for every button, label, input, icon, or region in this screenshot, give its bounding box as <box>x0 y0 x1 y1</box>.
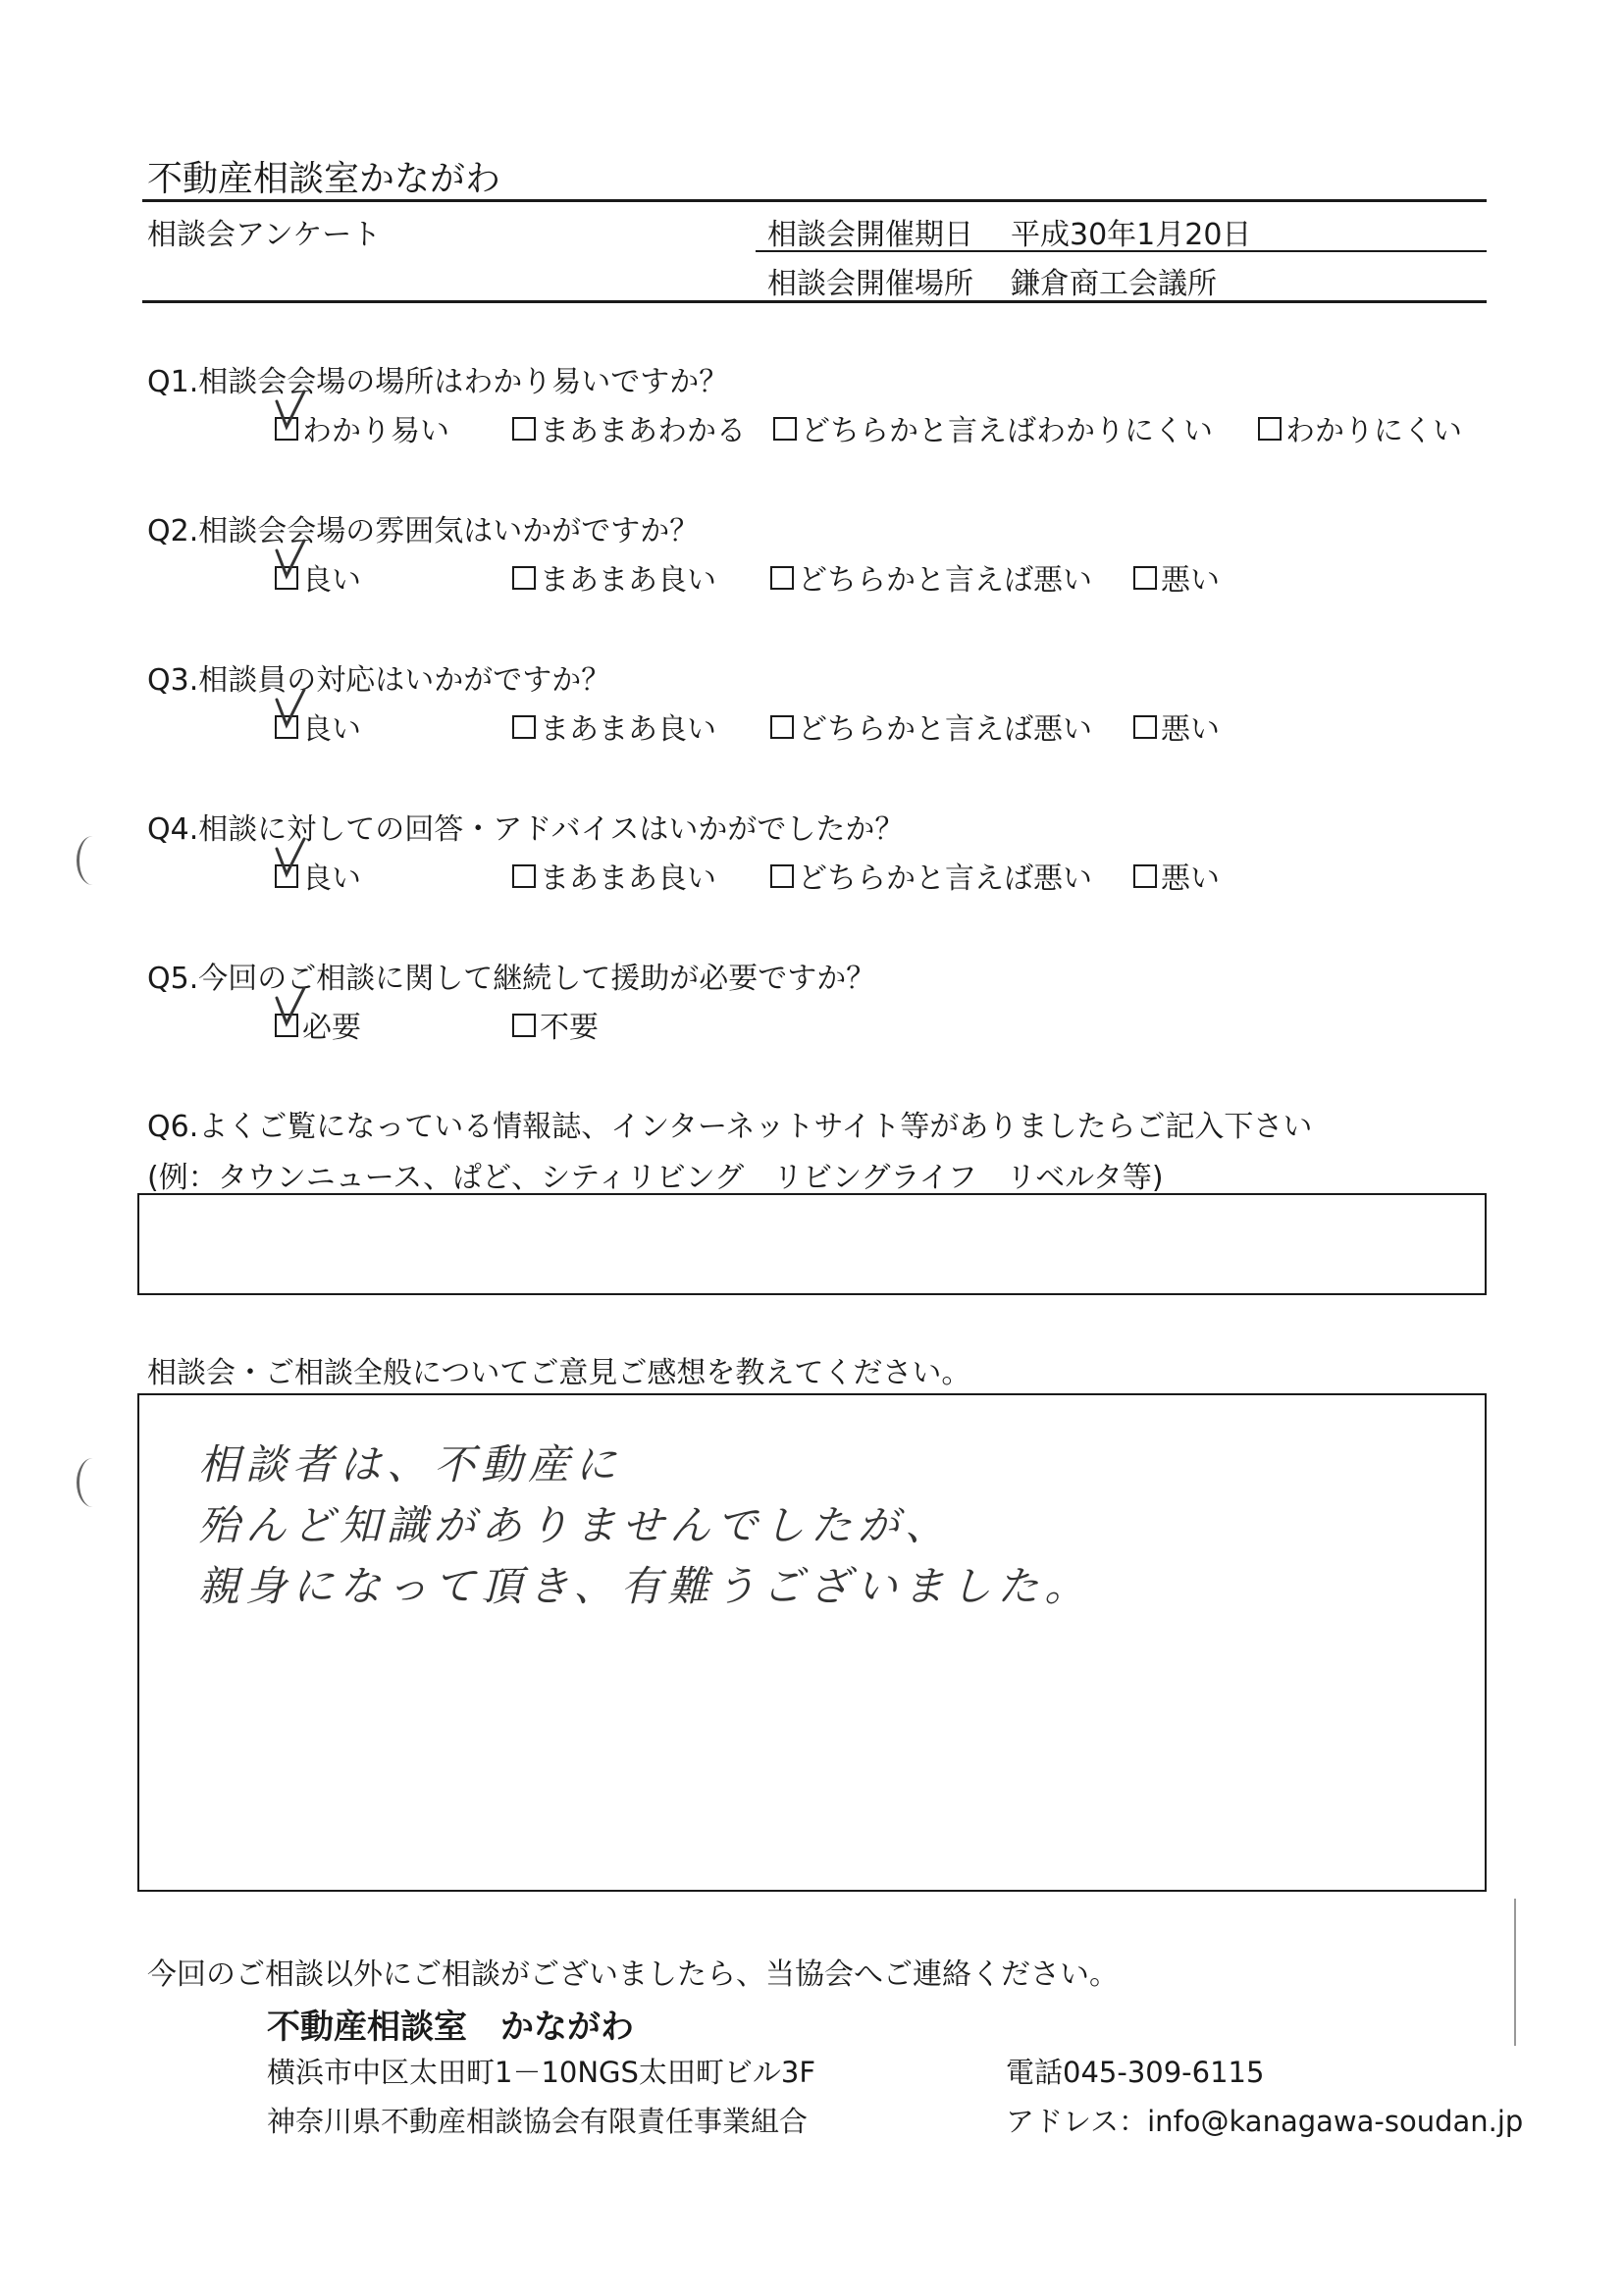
q4-option-4-label: 悪い <box>1161 861 1220 896</box>
q6-answer-box[interactable] <box>137 1193 1487 1295</box>
handwritten-check-icon <box>275 688 314 733</box>
q2-option-4[interactable] <box>1133 555 1220 599</box>
checkbox-checked-icon[interactable] <box>275 715 298 739</box>
checkbox-icon[interactable] <box>512 715 536 739</box>
footer-email[interactable]: アドレス：info@kanagawa-soudan.jp <box>1006 2105 1524 2138</box>
q1-question: Q1.相談会会場の場所はわかり易いですか？ <box>147 365 729 399</box>
q3-option-4-label: 悪い <box>1161 712 1220 747</box>
checkbox-checked-icon[interactable] <box>275 566 298 590</box>
date-label: 相談会開催期日 <box>767 218 973 252</box>
checkbox-icon[interactable] <box>512 864 536 888</box>
q1-option-4-label: わかりにくい <box>1285 414 1462 448</box>
q4-option-3[interactable] <box>770 854 1092 897</box>
q4-option-3-label: どちらかと言えば悪い <box>798 861 1092 896</box>
footer-phone: 電話045-309-6115 <box>1006 2056 1265 2089</box>
q5-option-1[interactable] <box>275 1003 361 1046</box>
header-bottom-divider <box>142 300 1487 303</box>
q4-option-1[interactable] <box>275 854 361 897</box>
punch-hole-icon <box>77 836 109 885</box>
q1-option-2-label: まあまあわかる <box>540 414 746 448</box>
scan-edge-mark <box>1514 1899 1516 2046</box>
checkbox-icon[interactable] <box>512 1014 536 1037</box>
checkbox-icon[interactable] <box>1133 864 1157 888</box>
q2-question: Q2.相談会会場の雰囲気はいかがですか？ <box>147 514 700 548</box>
q2-option-2[interactable] <box>512 555 716 599</box>
handwritten-check-icon <box>275 539 314 584</box>
checkbox-icon[interactable] <box>770 566 794 590</box>
checkbox-icon[interactable] <box>1133 566 1157 590</box>
date-underline <box>756 250 1487 252</box>
q3-option-1-label: 良い <box>302 712 361 747</box>
handwritten-check-icon <box>275 837 314 882</box>
q3-option-3-label: どちらかと言えば悪い <box>798 712 1092 747</box>
q5-question: Q5.今回のご相談に関して継続して援助が必要ですか？ <box>147 962 876 996</box>
q2-option-1-label: 良い <box>302 563 361 598</box>
q1-option-1-label: わかり易い <box>302 414 449 448</box>
q5-option-1-label: 必要 <box>302 1011 361 1045</box>
footer-address: 横浜市中区太田町1－10NGS太田町ビル3F <box>267 2056 816 2089</box>
q1-option-2[interactable] <box>512 406 746 449</box>
checkbox-icon[interactable] <box>770 864 794 888</box>
q5-option-2[interactable] <box>512 1003 599 1046</box>
q5-option-2-label: 不要 <box>540 1011 599 1045</box>
q1-option-4[interactable] <box>1258 406 1462 449</box>
survey-title: 相談会アンケート <box>147 218 382 252</box>
q4-question: Q4.相談に対しての回答・アドバイスはいかがでしたか？ <box>147 812 905 847</box>
q3-option-2[interactable] <box>512 704 716 748</box>
q3-option-1[interactable] <box>275 704 361 748</box>
q2-option-3-label: どちらかと言えば悪い <box>798 563 1092 598</box>
q3-option-2-label: まあまあ良い <box>540 712 716 747</box>
checkbox-icon[interactable] <box>512 417 536 441</box>
q6-question: Q6.よくご覧になっている情報誌、インターネットサイト等がありましたらご記入下さい <box>147 1110 1313 1144</box>
q2-option-4-label: 悪い <box>1161 563 1220 598</box>
footer-notice: 今回のご相談以外にご相談がございましたら、当協会へご連絡ください。 <box>147 1957 1119 1992</box>
handwritten-line-3: 親身になって頂き、有難うございました。 <box>198 1562 1092 1610</box>
q2-option-1[interactable] <box>275 555 361 599</box>
checkbox-icon[interactable] <box>773 417 797 441</box>
q6-example: (例：タウンニュース、ぱど、シティリビング リビングライフ リベルタ等) <box>147 1161 1164 1195</box>
q3-question: Q3.相談員の対応はいかがですか？ <box>147 663 611 698</box>
venue-label: 相談会開催場所 <box>767 267 973 301</box>
q1-option-3-label: どちらかと言えばわかりにくい <box>801 414 1213 448</box>
punch-hole-icon <box>77 1458 109 1507</box>
comments-label: 相談会・ご相談全般についてご意見ご感想を教えてください。 <box>147 1356 971 1390</box>
handwritten-check-icon <box>275 390 314 435</box>
q2-option-3[interactable] <box>770 555 1092 599</box>
checkbox-icon[interactable] <box>512 566 536 590</box>
q4-option-4[interactable] <box>1133 854 1220 897</box>
q1-option-1[interactable] <box>275 406 449 449</box>
date-value: 平成30年1月20日 <box>1011 218 1252 252</box>
checkbox-icon[interactable] <box>1258 417 1282 441</box>
checkbox-checked-icon[interactable] <box>275 1014 298 1037</box>
q2-option-2-label: まあまあ良い <box>540 563 716 598</box>
checkbox-checked-icon[interactable] <box>275 864 298 888</box>
checkbox-checked-icon[interactable] <box>275 417 298 441</box>
footer-association: 神奈川県不動産相談協会有限責任事業組合 <box>267 2105 809 2138</box>
q4-option-2-label: まあまあ良い <box>540 861 716 896</box>
footer-org-name: 不動産相談室 かながわ <box>267 2008 634 2047</box>
checkbox-icon[interactable] <box>770 715 794 739</box>
q4-option-1-label: 良い <box>302 861 361 896</box>
comments-box[interactable] <box>137 1393 1487 1892</box>
handwritten-check-icon <box>275 986 314 1031</box>
venue-value: 鎌倉商工会議所 <box>1011 267 1217 301</box>
q1-option-3[interactable] <box>773 406 1213 449</box>
handwritten-line-2: 殆んど知識がありませんでしたが、 <box>198 1501 953 1549</box>
checkbox-icon[interactable] <box>1133 715 1157 739</box>
handwritten-line-1: 相談者は、不動産に <box>198 1440 623 1488</box>
q3-option-3[interactable] <box>770 704 1092 748</box>
header-divider <box>142 199 1487 202</box>
q3-option-4[interactable] <box>1133 704 1220 748</box>
office-name: 不動産相談室かながわ <box>147 159 501 199</box>
q4-option-2[interactable] <box>512 854 716 897</box>
